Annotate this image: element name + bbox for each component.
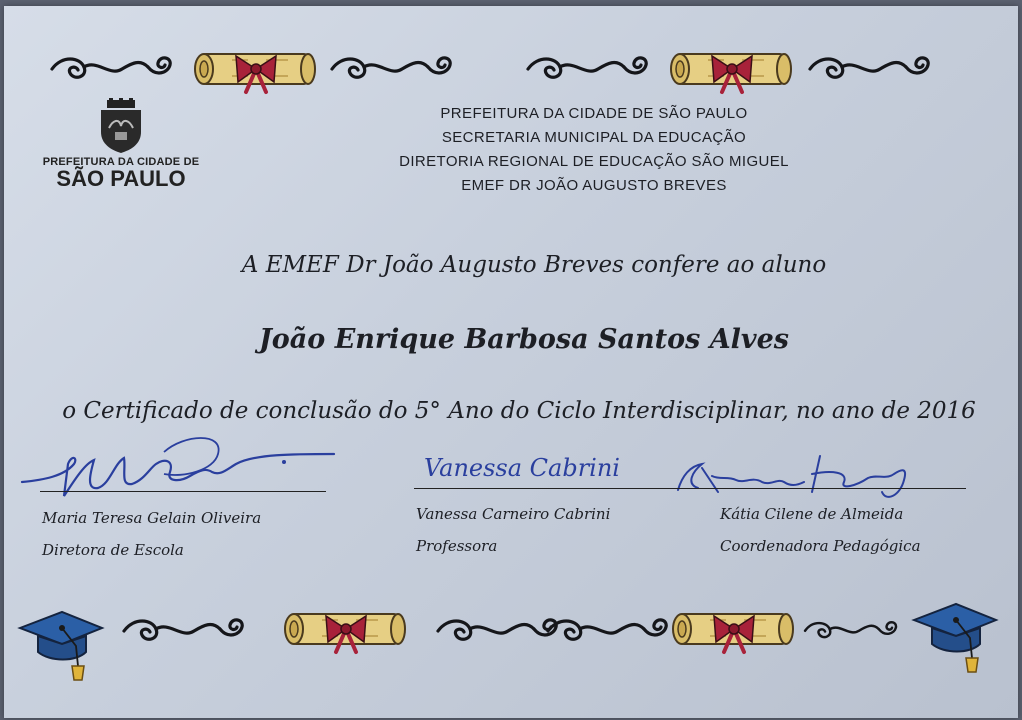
swirl-ornament-bottom <box>802 610 902 650</box>
signature-line <box>40 491 326 492</box>
header-line: SECRETARIA MUNICIPAL DA EDUCAÇÃO <box>441 129 747 146</box>
diploma-scroll-icon <box>192 50 322 98</box>
city-logo <box>26 98 216 190</box>
signatory-1 <box>42 502 261 566</box>
swirl-ornament-top <box>328 48 458 88</box>
header-line: EMEF DR JOÃO AUGUSTO BREVES <box>461 177 727 194</box>
signatory-name: Kátia Cilene de Almeida <box>720 505 904 523</box>
header-line: DIRETORIA REGIONAL DE EDUCAÇÃO SÃO MIGUEL <box>399 153 789 170</box>
certificate-paper <box>4 6 1018 718</box>
logo-title: SÃO PAULO <box>56 166 186 191</box>
institution-header <box>344 102 844 198</box>
student-name: João Enrique Barbosa Santos Alves <box>259 324 789 355</box>
graduation-cap-icon <box>16 606 108 686</box>
signatory-3 <box>720 498 921 562</box>
diploma-scroll-icon <box>668 50 798 98</box>
swirl-ornament-top <box>524 48 654 88</box>
conferral-text: A EMEF Dr João Augusto Breves confere ao aluno <box>241 252 827 278</box>
swirl-ornament-bottom <box>544 610 674 650</box>
signatory-name: Vanessa Carneiro Cabrini <box>416 505 611 523</box>
signatory-role: Professora <box>416 537 498 555</box>
logo-subtitle: PREFEITURA DA CIDADE DE <box>42 156 200 168</box>
header-line: PREFEITURA DA CIDADE DE SÃO PAULO <box>440 105 748 122</box>
signature-director <box>14 424 344 514</box>
conclusion-text: o Certificado de conclusão do 5° Ano do Ciclo Interdisciplinar, no ano de 2016 <box>62 398 976 424</box>
city-crest-icon <box>97 98 145 154</box>
diploma-scroll-icon <box>282 610 412 658</box>
swirl-ornament-bottom <box>120 610 250 650</box>
signatory-name: Maria Teresa Gelain Oliveira <box>42 509 262 527</box>
graduation-cap-icon <box>910 598 1002 678</box>
diploma-scroll-icon <box>670 610 800 658</box>
signatory-role: Coordenadora Pedagógica <box>720 537 921 555</box>
signatory-2 <box>416 498 610 562</box>
signatory-role: Diretora de Escola <box>42 541 184 559</box>
signature-teacher: Vanessa Cabrini <box>424 454 620 482</box>
signature-line <box>414 488 966 489</box>
swirl-ornament-top-left <box>48 48 178 88</box>
swirl-ornament-top-right <box>806 48 936 88</box>
signature-coordinator <box>672 446 932 506</box>
